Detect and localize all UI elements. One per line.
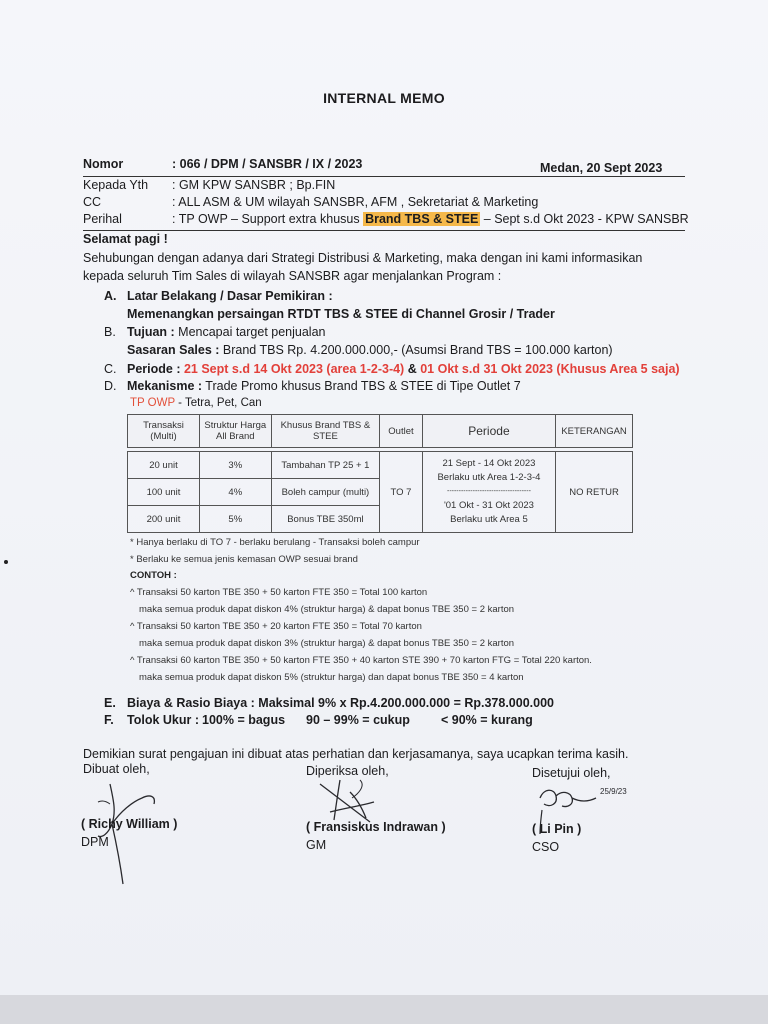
greeting: Selamat pagi ! (83, 232, 168, 246)
intro-line-2: kepada seluruh Tim Sales di wilayah SANSBR agar menjalankan Program : (83, 269, 502, 283)
point-f-cukup: 90 – 99% = cukup (306, 713, 410, 727)
point-d-letter: D. (104, 379, 117, 393)
signatory-1-name: ( Richy William ) (81, 817, 178, 831)
point-a-letter: A. (104, 289, 117, 303)
point-b-sub-text: Brand TBS Rp. 4.200.000.000,- (Asumsi Brand TBS = 100.000 karton) (219, 343, 613, 357)
point-b-sub (127, 343, 613, 357)
intro-line-1: Sehubungan dengan adanya dari Strategi Distribusi & Marketing, maka dengan ini kami informasikan (83, 251, 643, 265)
point-a-title: Latar Belakang / Dasar Pemikiran : (127, 289, 333, 303)
signatory-2-name: ( Fransiskus Indrawan ) (306, 820, 446, 834)
table-header-row (128, 415, 633, 448)
point-e-letter: E. (104, 696, 116, 710)
th-struktur: Struktur Harga All Brand (199, 415, 271, 448)
cell-keterangan: NO RETUR (556, 452, 633, 533)
signatory-2-role: GM (306, 838, 327, 852)
point-f-bagus: 100% = bagus (202, 713, 286, 727)
promo-table (127, 414, 633, 533)
header-rule-2 (83, 230, 685, 231)
handwritten-date: 25/9/23 (600, 787, 627, 796)
table-row (128, 452, 633, 479)
contoh-label: CONTOH : (130, 570, 177, 581)
perihal-pre: : TP OWP – Support extra khusus (172, 212, 364, 226)
scan-edge (0, 995, 768, 1024)
tp-owp-line (130, 397, 262, 409)
nomor-value: : 066 / DPM / SANSBR / IX / 2023 (172, 157, 363, 171)
point-b-label: Tujuan : (127, 325, 175, 339)
periode-1-dates: 21 Sept - 14 Okt 2023 (442, 458, 536, 469)
cc-value: : ALL ASM & UM wilayah SANSBR, AFM , Sekretariat & Marketing (172, 195, 539, 209)
point-c-period-1: 21 Sept s.d 14 Okt 2023 (area 1-2-3-4) (180, 362, 405, 376)
th-khusus: Khusus Brand TBS & STEE (271, 415, 380, 448)
point-b (127, 325, 326, 339)
cell-transaksi: 100 unit (128, 479, 200, 506)
note-1: * Hanya berlaku di TO 7 - berlaku berulang - Transaksi boleh campur (130, 537, 420, 548)
kepada-label: Kepada Yth (83, 178, 149, 192)
cell-struktur: 3% (199, 452, 271, 479)
example-3a: ^ Transaksi 60 karton TBE 350 + 50 karton FTE 350 + 40 karton STE 390 + 70 karton FTG = Total 220 karton. (130, 655, 592, 666)
cell-periode (422, 452, 555, 533)
point-d-label: Mekanisme : (127, 379, 203, 393)
point-c-letter: C. (104, 362, 117, 376)
point-c-amp: & (404, 362, 421, 376)
point-c (127, 362, 680, 376)
memo-title: INTERNAL MEMO (323, 90, 445, 106)
signatory-1-role: DPM (81, 835, 109, 849)
point-b-letter: B. (104, 325, 116, 339)
example-1a: ^ Transaksi 50 karton TBE 350 + 50 karton FTE 350 = Total 100 karton (130, 587, 428, 598)
tp-owp-label: TP OWP (130, 397, 175, 409)
th-periode: Periode (422, 415, 555, 448)
dibuat-label: Dibuat oleh, (83, 762, 150, 776)
perihal-post: – Sept s.d Okt 2023 - KPW SANSBR (480, 212, 689, 226)
point-f-letter: F. (104, 713, 114, 727)
cell-khusus: Tambahan TP 25 + 1 (271, 452, 380, 479)
header-rule-1 (83, 176, 685, 177)
perihal-highlight: Brand TBS & STEE (365, 212, 479, 226)
note-2: * Berlaku ke semua jenis kemasan OWP sesuai brand (130, 554, 358, 565)
cell-outlet: TO 7 (380, 452, 423, 533)
point-f-label: Tolok Ukur : (127, 713, 199, 727)
point-a-text: Memenangkan persaingan RTDT TBS & STEE di Channel Grosir / Trader (127, 307, 555, 321)
signatory-3-name: ( Li Pin ) (532, 822, 582, 836)
example-1b: maka semua produk dapat diskon 4% (struktur harga) & dapat bonus TBE 350 = 2 karton (139, 604, 515, 615)
cell-struktur: 5% (199, 506, 271, 533)
point-d-text: Trade Promo khusus Brand TBS & STEE di Tipe Outlet 7 (202, 379, 521, 393)
cell-struktur: 4% (199, 479, 271, 506)
point-e-text: Biaya & Rasio Biaya : Maksimal 9% x Rp.4.200.000.000 = Rp.378.000.000 (127, 696, 554, 710)
point-b-sub-label: Sasaran Sales : (127, 343, 220, 357)
kepada-value: : GM KPW SANSBR ; Bp.FIN (172, 178, 336, 192)
example-2a: ^ Transaksi 50 karton TBE 350 + 20 karton FTE 350 = Total 70 karton (130, 621, 422, 632)
tp-owp-text: - Tetra, Pet, Can (174, 397, 262, 409)
th-outlet: Outlet (380, 415, 423, 448)
cell-transaksi: 200 unit (128, 506, 200, 533)
cell-khusus: Boleh campur (multi) (271, 479, 380, 506)
disetujui-label: Disetujui oleh, (532, 766, 611, 780)
point-c-period-2: 01 Okt s.d 31 Okt 2023 (Khusus Area 5 saja) (420, 362, 680, 376)
perihal-value (172, 212, 689, 226)
th-transaksi: Transaksi (Multi) (128, 415, 200, 448)
diperiksa-label: Diperiksa oleh, (306, 764, 389, 778)
example-3b: maka semua produk dapat diskon 5% (struktur harga) dan dapat bonus TBE 350 = 4 karton (139, 672, 524, 683)
periode-2-dates: '01 Okt - 31 Okt 2023 (443, 500, 534, 511)
cc-label: CC (83, 195, 102, 209)
punch-mark (4, 560, 8, 564)
closing-text: Demikian surat pengajuan ini dibuat atas perhatian dan kerjasamanya, saya ucapkan terima kasih. (83, 747, 629, 761)
th-keterangan: KETERANGAN (556, 415, 633, 448)
point-c-label: Periode : (127, 362, 181, 376)
signatory-3-role: CSO (532, 840, 560, 854)
periode-2-area: Berlaku utk Area 5 (450, 514, 528, 525)
cell-transaksi: 20 unit (128, 452, 200, 479)
periode-1-area: Berlaku utk Area 1-2-3-4 (437, 472, 541, 483)
periode-separator: ------------------------------------ (446, 488, 531, 495)
point-f-kurang: < 90% = kurang (441, 713, 533, 727)
example-2b: maka semua produk dapat diskon 3% (struktur harga) & dapat bonus TBE 350 = 2 karton (139, 638, 515, 649)
place-date: Medan, 20 Sept 2023 (540, 161, 663, 175)
cell-khusus: Bonus TBE 350ml (271, 506, 380, 533)
perihal-label: Perihal (83, 212, 122, 226)
point-b-text: Mencapai target penjualan (174, 325, 326, 339)
nomor-label: Nomor (83, 157, 124, 171)
point-d (127, 379, 521, 393)
